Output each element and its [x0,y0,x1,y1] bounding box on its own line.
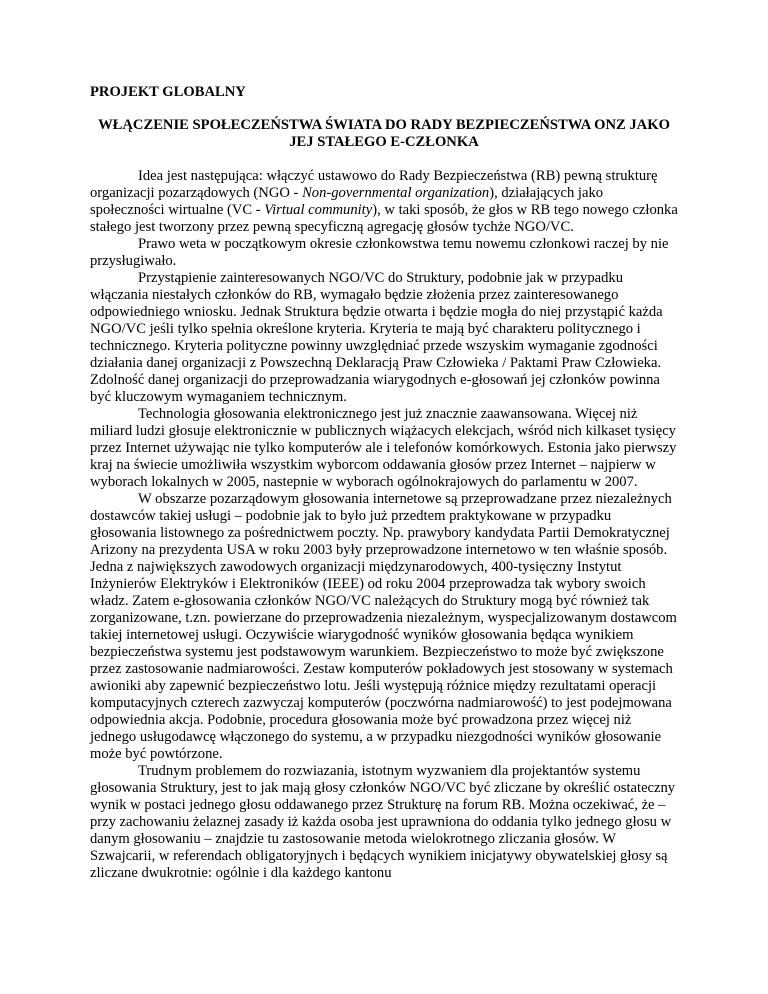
paragraph-5: W obszarze pozarządowym głosowania internetowe są przeprowadzane przez niezależnych dostawców takiej usługi – podobnie jak to było już przedtem praktykowane w przypadku głosowania listownego za pośrednictwem poczty. Np. prawybory kandydata Partii Demokratycznej Arizony na prezydenta USA w roku 2003 były przeprowadzone internetowo w ten właśnie sposób. Jedna z największych zawodowych organizacji międzynarodowych, 400-tysięczny Instytut Inżynierów Elektryków i Elektroników (IEEE) od roku 2004 przeprowadza tak wybory swoich władz. Zatem e-głosowania członków NGO/VC należących do Struktury mogą być również tak zorganizowane, t.zn. powierzane do przeprowadzenia niezależnym, wyspecjalizowanym dostawcom takiej internetowej usługi. Oczywiście wiarygodność wyników głosowania będąca wynikiem bezpieczeństwa systemu jest podstawowym warunkiem. Bezpieczeństwo to może być zwiększone przez zastosowanie nadmiarowości. Zestaw komputerów pokładowych jest stosowany w systemach awioniki aby zapewnić bezpieczeństwo lotu. Jeśli występują różnice między rezultatami operacji komputacyjnych czterech zazwyczaj komputerów (poczwórna nadmiarowość) to jest podejmowana odpowiednia akcja. Podobnie, procedura głosowania może być prowadzona przez więcej niż jednego usługodawcę włączonego do systemu, a w przypadku niezgodności wyników głosowanie może być powtórzone. [90,491,677,762]
document-label: PROJEKT GLOBALNY [90,84,246,100]
ngo-definition: Non-governmental organization [302,185,490,201]
paragraph-1-text-e: ), w taki sposób, że głos w RB tego nowego członka stałego jest tworzony przez pewną specyficzną agregację głosów tychże NGO/VC. [90,202,678,235]
paragraph-3: Przystąpienie zainteresowanych NGO/VC do Struktury, podobnie jak w przypadku włączania niestałych członków do RB, wymagało będzie złożenia przez zainteresowanego odpowiedniego wniosku. Jednak Struktura będzie otwarta i będzie mogła do niej przystąpić każda NGO/VC jeśli tylko spełnia określone kryteria. Kryteria te mają być charakteru politycznego i technicznego. Kryteria polityczne powinny uwzględniać przede wszyskim wymaganie zgodności działania danej organizacji z Powszechną Deklaracją Praw Człowieka / Paktami Praw Człowieka. Zdolność danej organizacji do przeprowadzania wiarygodnych e-głosowań jej członków powinna być kluczowym wymaganiem technicznym. [90,270,663,405]
paragraph-6: Trudnym problemem do rozwiazania, istotnym wyzwaniem dla projektantów systemu głosowania Struktury, jest to jak mają głosy członków NGO/VC być zliczane by określić ostateczny wynik w postaci jednego głosu oddawanego przez Strukturę na forum RB. Można oczekiwać, że – przy zachowaniu żelaznej zasady iż każda osoba jest uprawniona do oddania tylko jednego głosu w danym głosowaniu – znajdzie tu zastosowanie metoda wielokrotnego zliczania głosów. W Szwajcarii, w referendach obligatoryjnych i będących wynikiem inicjatywy obywatelskiej głosy są zliczane dwukrotnie: ogólnie i dla każdego kantonu [90,763,676,881]
document-page [90,84,678,882]
document-title: WŁĄCZENIE SPOŁECZEŃSTWA ŚWIATA DO RADY BEZPIECZEŃSTWA ONZ JAKO JEJ STAŁEGO E-CZŁONKA [98,117,670,150]
paragraph-1-text-a: Idea jest następująca: włączyć ustawowo do Rady Bezpieczeństwa (RB) pewną strukturę organizacji pozarządowych (NGO - [90,168,658,201]
paragraph-1 [90,168,678,236]
paragraph-4: Technologia głosowania elektronicznego jest już znacznie zaawansowana. Więcej niż miliard ludzi głosuje elektronicznie w publicznych wiążacych elekcjach, wśród nich kilkaset tysięcy przez Internet używając nie tylko komputerów ale i telefonów komórkowych. Estonia jako pierwszy kraj na świecie umożliwiła wszystkim wyborcom oddawania głosów przez Internet – najpierw w wyborach lokalnych w 2005, nastepnie w wyborach ogólnokrajowych do parlamentu w 2007. [90,406,677,490]
paragraph-1-text-c: ), działających jako społeczności wirtualne (VC - [90,185,604,218]
paragraph-2: Prawo weta w początkowym okresie członkowstwa temu nowemu członkowi raczej by nie przysługiwało. [90,236,669,269]
vc-definition: Virtual community [264,202,373,218]
